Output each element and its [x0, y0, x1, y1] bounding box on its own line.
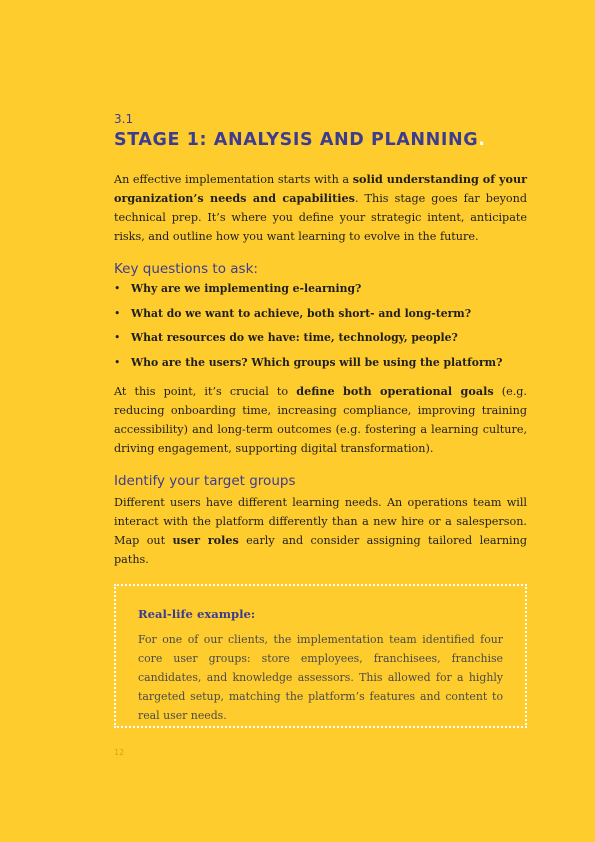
target-text-1: Different users have different learning needs. An operations team will interact with the platform differently than a new hire or a salesperson. Map out: [114, 495, 527, 547]
example-text: For one of our clients, the implementation team identified four core user groups: store employees, franchisees, franchise candidates, and knowledge assessors. This allowed for a highly targeted setup, matching the platform’s features and content to real user needs.: [138, 633, 503, 722]
intro-text-1: An effective implementation starts with a: [114, 173, 353, 186]
list-item: • Who are the users? Which groups will be using the platform?: [114, 356, 527, 370]
target-groups-heading: Identify your target groups: [114, 472, 296, 489]
target-groups-paragraph: [114, 493, 527, 569]
section-title-text: STAGE 1: ANALYSIS AND PLANNING: [114, 130, 479, 150]
section-title: [114, 130, 527, 150]
intro-bold: solid understanding of your organization’s needs and capabilities: [114, 172, 527, 205]
goals-paragraph: [114, 382, 527, 458]
goals-text-2: (e.g. reducing onboarding time, increasing compliance, improving training accessibility) and long-term outcomes (e.g. fostering a learning culture, driving engagement, supporting digital transformation).: [114, 384, 527, 455]
goals-bold: define both operational goals: [296, 383, 494, 398]
intro-paragraph: [114, 170, 527, 246]
example-title: Real-life example:: [138, 607, 256, 621]
list-item: • Why are we implementing e-learning?: [114, 282, 527, 296]
key-questions-list: [114, 282, 527, 370]
example-callout-box: [114, 584, 527, 728]
target-text-2: early and consider assigning tailored learning paths.: [114, 533, 527, 566]
list-item: • What do we want to achieve, both short- and long-term?: [114, 307, 527, 321]
page-number: 12: [114, 748, 125, 757]
section-title-dot: .: [478, 130, 486, 150]
intro-text-2: . This stage goes far beyond technical prep. It’s where you define your strategic intent, anticipate risks, and outline how you want learning to evolve in the future.: [114, 192, 527, 243]
section-number: 3.1: [114, 112, 134, 126]
target-bold: user roles: [172, 532, 239, 547]
goals-text-1: At this point, it’s crucial to: [114, 384, 297, 398]
page-content: [114, 112, 527, 569]
key-questions-heading: Key questions to ask:: [114, 261, 258, 277]
list-item: • What resources do we have: time, technology, people?: [114, 331, 527, 345]
